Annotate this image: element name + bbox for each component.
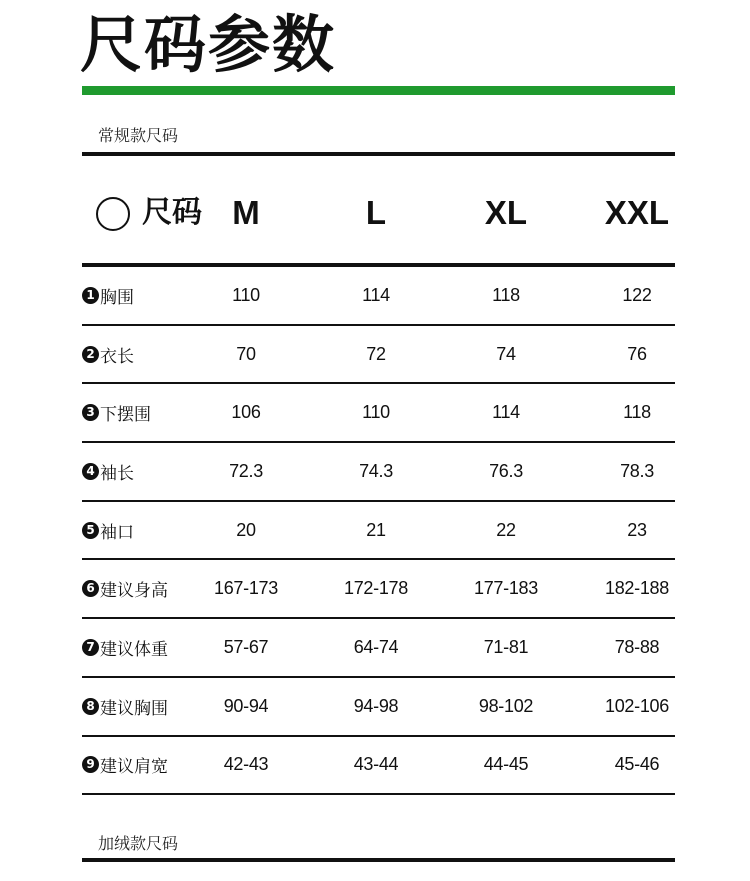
section-label-regular: 常规款尺码 (98, 126, 179, 145)
table-cell: 118 (492, 284, 520, 305)
row-number-badge: 5 (82, 522, 99, 539)
table-cell: 172-178 (344, 578, 408, 599)
table-row (82, 384, 675, 443)
row-label (82, 326, 134, 383)
row-number-badge: 1 (82, 287, 99, 304)
row-label (82, 502, 134, 559)
table-cell: 110 (232, 284, 260, 305)
row-label-text: 衣长 (100, 346, 134, 367)
table-row (82, 443, 675, 502)
row-number-badge: 2 (82, 346, 99, 363)
row-number-badge: 7 (82, 639, 99, 656)
row-number-badge: 9 (82, 756, 99, 773)
row-label-text: 下摆围 (100, 405, 151, 426)
table-cell: 167-173 (214, 578, 278, 599)
table-cell: 42-43 (223, 754, 269, 775)
table-cell: 64-74 (353, 637, 399, 658)
row-label (82, 267, 134, 324)
table-cell: 71-81 (483, 637, 529, 658)
table-cell: 23 (627, 519, 647, 540)
table-row (82, 678, 675, 737)
table-cell: 114 (492, 402, 520, 423)
size-header-row (82, 185, 675, 247)
row-label (82, 384, 151, 441)
table-cell: 102-106 (605, 695, 669, 716)
table-cell: 90-94 (223, 695, 269, 716)
row-label-text: 胸围 (100, 287, 134, 308)
table-row (82, 502, 675, 561)
row-label (82, 443, 134, 500)
table-cell: 106 (231, 402, 261, 423)
table-cell: 72 (366, 343, 386, 364)
table-cell: 20 (236, 519, 256, 540)
title-accent-bar (82, 86, 675, 95)
table-cell: 74.3 (359, 460, 393, 481)
table-row (82, 267, 675, 326)
table-cell: 118 (623, 402, 651, 423)
table-cell: 22 (496, 519, 516, 540)
page-title: 尺码参数 (80, 8, 337, 81)
row-label-text: 建议胸围 (100, 698, 168, 719)
size-col-xxl: XXL (604, 194, 670, 231)
table-cell: 94-98 (353, 695, 399, 716)
size-col-m: M (232, 194, 260, 231)
table-cell: 114 (362, 284, 390, 305)
table-cell: 57-67 (223, 637, 269, 658)
row-label-text: 袖长 (100, 463, 134, 484)
table-cell: 44-45 (483, 754, 529, 775)
table-cell: 76.3 (489, 460, 523, 481)
header-label: 尺码 (142, 195, 202, 230)
table-row (82, 326, 675, 385)
size-col-xl: XL (484, 194, 528, 231)
table-cell: 78.3 (620, 460, 654, 481)
section-label-fleece: 加绒款尺码 (98, 834, 179, 853)
row-label-text: 建议体重 (100, 640, 168, 661)
row-label-text: 袖口 (100, 522, 134, 543)
row-label-text: 建议身高 (100, 581, 168, 602)
table-cell: 110 (362, 402, 390, 423)
table-cell: 70 (236, 343, 256, 364)
table-cell: 122 (622, 284, 652, 305)
size-col-l: L (365, 194, 387, 231)
row-number-badge: 6 (82, 580, 99, 597)
circle-icon (96, 197, 130, 231)
table-cell: 182-188 (605, 578, 669, 599)
table-row (82, 561, 675, 620)
row-label (82, 737, 168, 794)
section-rule-bottom (82, 858, 675, 862)
table-cell: 72.3 (229, 460, 263, 481)
row-number-badge: 8 (82, 698, 99, 715)
table-cell: 21 (366, 519, 386, 540)
row-label (82, 678, 168, 735)
table-cell: 76 (627, 343, 647, 364)
row-label (82, 619, 168, 676)
table-row (82, 737, 675, 796)
table-cell: 98-102 (478, 695, 534, 716)
table-cell: 43-44 (353, 754, 399, 775)
row-number-badge: 4 (82, 463, 99, 480)
row-number-badge: 3 (82, 404, 99, 421)
row-label (82, 561, 168, 618)
section-rule-top (82, 152, 675, 156)
row-label-text: 建议肩宽 (100, 757, 168, 778)
table-cell: 74 (496, 343, 516, 364)
table-cell: 45-46 (614, 754, 660, 775)
table-cell: 177-183 (474, 578, 538, 599)
table-row (82, 619, 675, 678)
table-cell: 78-88 (614, 637, 660, 658)
